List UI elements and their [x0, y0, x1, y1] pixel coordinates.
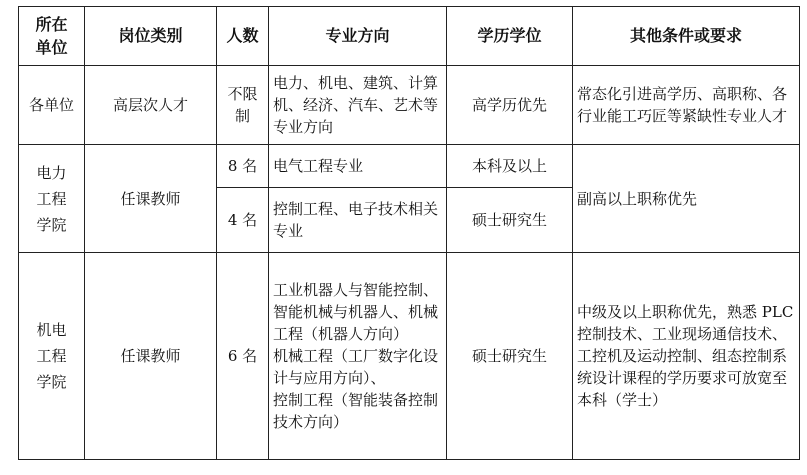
cell-count: 6 名 — [217, 253, 269, 460]
major-line: 工业机器人与智能控制、智能机械与机器人、机械工程（机器人方向） — [273, 281, 439, 343]
cell-major: 电气工程专业 — [269, 145, 447, 188]
cell-other: 常态化引进高学历、高职称、各行业能工巧匠等紧缺性专业人才 — [573, 66, 800, 145]
header-category: 岗位类别 — [85, 7, 217, 66]
table-header-row — [19, 7, 800, 66]
cell-other: 副高以上职称优先 — [573, 145, 800, 253]
table-row-mech — [19, 253, 800, 460]
cell-category: 任课教师 — [85, 145, 217, 253]
cell-count: 不限制 — [217, 66, 269, 145]
cell-degree: 本科及以上 — [447, 145, 573, 188]
header-count: 人数 — [217, 7, 269, 66]
cell-unit: 各单位 — [19, 66, 85, 145]
cell-major — [269, 253, 447, 460]
table-row-all-units — [19, 66, 800, 145]
cell-major: 电力、机电、建筑、计算机、经济、汽车、艺术等专业方向 — [269, 66, 447, 145]
header-unit: 所在单位 — [19, 7, 85, 66]
major-line: 机械工程（工厂数字化设计与应用方向）、 — [273, 347, 439, 387]
cell-degree: 硕士研究生 — [447, 188, 573, 253]
cell-count: 8 名 — [217, 145, 269, 188]
recruitment-table — [18, 6, 800, 460]
header-other: 其他条件或要求 — [573, 7, 800, 66]
header-degree: 学历学位 — [447, 7, 573, 66]
cell-degree: 硕士研究生 — [447, 253, 573, 460]
cell-major: 控制工程、电子技术相关专业 — [269, 188, 447, 253]
cell-other: 中级及以上职称优先，熟悉 PLC 控制技术、工业现场通信技术、工控机及运动控制、组态控制系统设计课程的学历要求可放宽至本科（学士） — [573, 253, 800, 460]
cell-degree: 高学历优先 — [447, 66, 573, 145]
cell-unit: 电力工程学院 — [19, 145, 85, 253]
cell-category: 任课教师 — [85, 253, 217, 460]
header-major: 专业方向 — [269, 7, 447, 66]
cell-category: 高层次人才 — [85, 66, 217, 145]
cell-count: 4 名 — [217, 188, 269, 253]
cell-unit: 机电工程学院 — [19, 253, 85, 460]
major-line: 控制工程（智能装备控制技术方向） — [273, 391, 439, 431]
table-row-power-1 — [19, 145, 800, 188]
